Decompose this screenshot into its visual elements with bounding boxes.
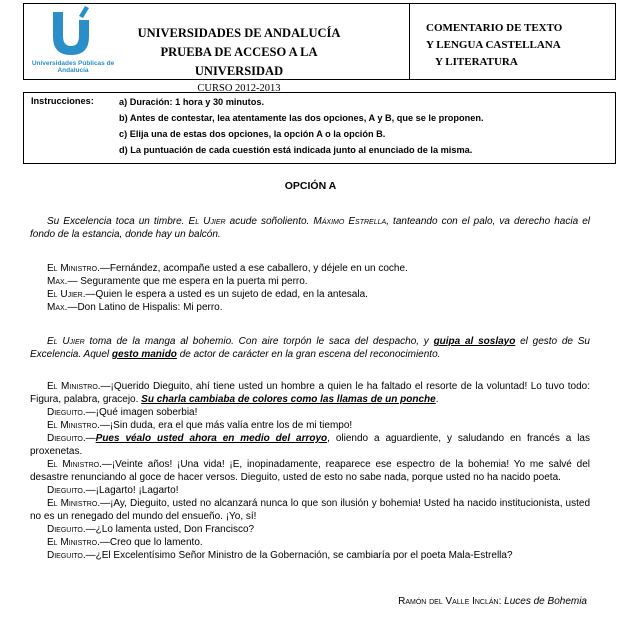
stage-direction-2: El Ujier toma de la manga al bohemio. Con aire torpón le saca del despacho, y guipa al soslayo el gesto de Su Excelencia. Aquel gesto manido de actor de carácter en la gran escena del reconocimiento.	[30, 336, 590, 360]
dialogue-line: El Ujier.—Quien le espera a usted es un sujeto de edad, en la antesala.	[47, 289, 368, 300]
header-divider	[409, 4, 410, 79]
course-year: CURSO 2012-2013	[197, 83, 281, 94]
dialogue-block-1	[30, 262, 590, 314]
work-title: Luces de Bohemia	[504, 596, 587, 607]
underlined-phrase: Su charla cambiaba de colores como las llamas de un ponche	[141, 394, 436, 405]
dialogue-line: Dieguito.—¡Lagarto! ¡Lagarto!	[47, 485, 179, 496]
subject-line-1: COMENTARIO DE TEXTO	[426, 22, 563, 34]
dialogue-line: Dieguito.—¿El Excelentísimo Señor Ministro de la Gobernación, se cambiaría por el poeta Mala-Estrella?	[47, 550, 513, 561]
instruction-item: a) Duración: 1 hora y 30 minutos.	[119, 97, 264, 107]
subject-line-2: Y LENGUA CASTELLANA	[426, 39, 561, 51]
instruction-item: b) Antes de contestar, lea atentamente las dos opciones, A y B, que se le proponen.	[119, 113, 484, 123]
instruction-item: d) La puntuación de cada cuestión está indicada junto al enunciado de la misma.	[119, 145, 473, 155]
option-title: OPCIÓN A	[284, 180, 337, 192]
subject-block	[426, 20, 611, 71]
dialogue-line: El Ministro.—¡Veinte años! ¡Una vida! ¡E, inopinadamente, reaparece ese espectro de la bohemia! Yo me salvé del desastre renunciando al goce de hacer versos. Dieguito, usted de esto no sabe nada, porque usted no ha nacido poeta.	[30, 459, 591, 483]
dialogue-line: Dieguito.—Pues véalo usted ahora en medio del arroyo, oliendo a aguardiente, y saludando en francés a las proxenetas.	[30, 433, 590, 457]
underlined-phrase: Pues véalo usted ahora en medio del arroyo	[95, 433, 328, 444]
stage-direction-1: Su Excelencia toca un timbre. El Ujier acude soñoliento. Máximo Estrella, tanteando con el palo, va derecho hacia el fondo de la estancia, donde hay un balcón.	[30, 216, 591, 240]
instructions-label: Instrucciones:	[31, 96, 94, 106]
exam-header	[23, 3, 616, 94]
author-credit: Ramón del Valle Inclán: Luces de Bohemia	[398, 596, 587, 607]
dialogue-line: Max.—Don Latino de Hispalis: Mi perro.	[47, 302, 223, 313]
u-logo-icon	[49, 6, 97, 58]
dialogue-line: Dieguito.—¡Qué imagen soberbia!	[47, 407, 198, 418]
dialogue-line: El Ministro.—Creo que lo lamento.	[47, 537, 203, 548]
university-logo	[29, 6, 117, 76]
underlined-phrase: gesto manido	[111, 349, 177, 360]
instructions-box	[23, 92, 616, 164]
instruction-item: c) Elija una de estas dos opciones, la opción A o la opción B.	[119, 129, 386, 139]
exam-title: PRUEBA DE ACCESO A LA UNIVERSIDAD	[160, 45, 318, 78]
dialogue-line: El Ministro.—Fernández, acompañe usted a ese caballero, y déjele en un coche.	[47, 263, 408, 274]
logo-label: Universidades Públicas de Andalucía	[31, 60, 115, 74]
author-name: Ramón del Valle Inclán	[398, 596, 499, 607]
dialogue-line: Dieguito.—¿Lo lamenta usted, Don Francisco?	[47, 524, 255, 535]
dialogue-line: El Ministro.—¡Sin duda, era el que más valía entre los de mi tiempo!	[47, 420, 353, 431]
dialogue-line: El Ministro.—¡Ay, Dieguito, usted no alcanzará nunca lo que son ilusión y bohemia! Usted ha nacido institucionista, usted no es un renegado del mundo del ensueño. ¡Yo, sí!	[30, 498, 591, 522]
dialogue-line: Max.— Seguramente que me espera en la puerta mi perro.	[47, 276, 308, 287]
dialogue-block-2	[30, 380, 590, 562]
instructions-list	[119, 96, 484, 160]
underlined-phrase: guipa al soslayo	[433, 336, 516, 347]
dialogue-line: El Ministro.—¡Querido Dieguito, ahí tiene usted un hombre a quien le ha faltado el resorte de la voluntad! Lo tuvo todo: Figura, palabra, gracejo. Su charla cambiaba de colores como las llamas de un ponche.	[30, 381, 590, 405]
header-title-block	[124, 24, 354, 96]
subject-line-3: Y LITERATURA	[435, 56, 518, 68]
university-title: UNIVERSIDADES DE ANDALUCÍA	[137, 26, 341, 40]
